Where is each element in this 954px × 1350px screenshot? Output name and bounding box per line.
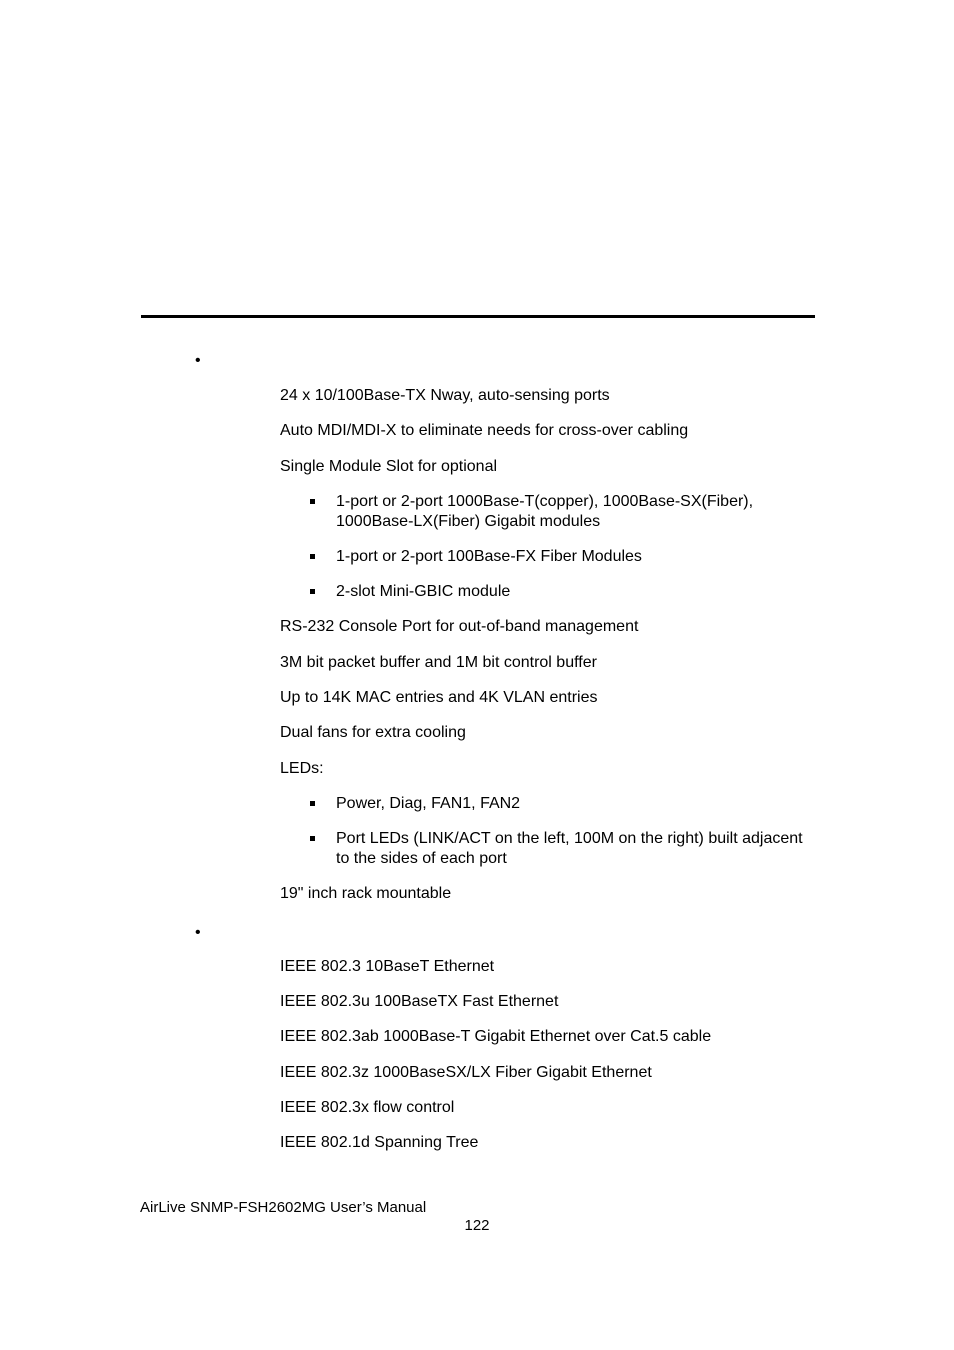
footer-manual-title: AirLive SNMP-FSH2602MG User’s Manual [140, 1199, 427, 1216]
list-item: 19" inch rack mountable [280, 885, 452, 902]
sub-list-item: Power, Diag, FAN1, FAN2 [336, 795, 521, 812]
list-item: Single Module Slot for optional [280, 458, 498, 475]
list-item: Auto MDI/MDI-X to eliminate needs for cross-over cabling [280, 422, 689, 439]
list-item: Dual fans for extra cooling [280, 724, 466, 741]
list-item: IEEE 802.3ab 1000Base-T Gigabit Ethernet over Cat.5 cable [280, 1028, 712, 1045]
list-item: RS-232 Console Port for out-of-band management [280, 618, 639, 635]
sub-list-item: Port LEDs (LINK/ACT on the left, 100M on the right) built adjacent to the sides of each port [336, 830, 803, 867]
sub-list-item: 1-port or 2-port 100Base-FX Fiber Modules [336, 548, 642, 565]
list-item: IEEE 802.3u 100BaseTX Fast Ethernet [280, 993, 559, 1010]
list-item: IEEE 802.1d Spanning Tree [280, 1134, 479, 1151]
horizontal-rule [141, 315, 815, 318]
list-item: 24 x 10/100Base-TX Nway, auto-sensing ports [280, 387, 610, 404]
square-bullet-icon [310, 499, 315, 504]
sub-list-item: 1-port or 2-port 1000Base-T(copper), 1000Base-SX(Fiber), 1000Base-LX(Fiber) Gigabit modules [336, 493, 754, 530]
bullet-icon: • [195, 924, 201, 941]
page-number: 122 [464, 1217, 490, 1234]
square-bullet-icon [310, 589, 315, 594]
list-item: IEEE 802.3x flow control [280, 1099, 455, 1116]
bullet-icon: • [195, 352, 201, 369]
list-item: IEEE 802.3z 1000BaseSX/LX Fiber Gigabit Ethernet [280, 1064, 652, 1081]
list-item: IEEE 802.3 10BaseT Ethernet [280, 958, 495, 975]
list-item: 3M bit packet buffer and 1M bit control buffer [280, 654, 597, 671]
square-bullet-icon [310, 801, 315, 806]
sub-list-item: 2-slot Mini-GBIC module [336, 583, 511, 600]
square-bullet-icon [310, 836, 315, 841]
square-bullet-icon [310, 554, 315, 559]
list-item: LEDs: [280, 760, 324, 777]
list-item: Up to 14K MAC entries and 4K VLAN entries [280, 689, 598, 706]
